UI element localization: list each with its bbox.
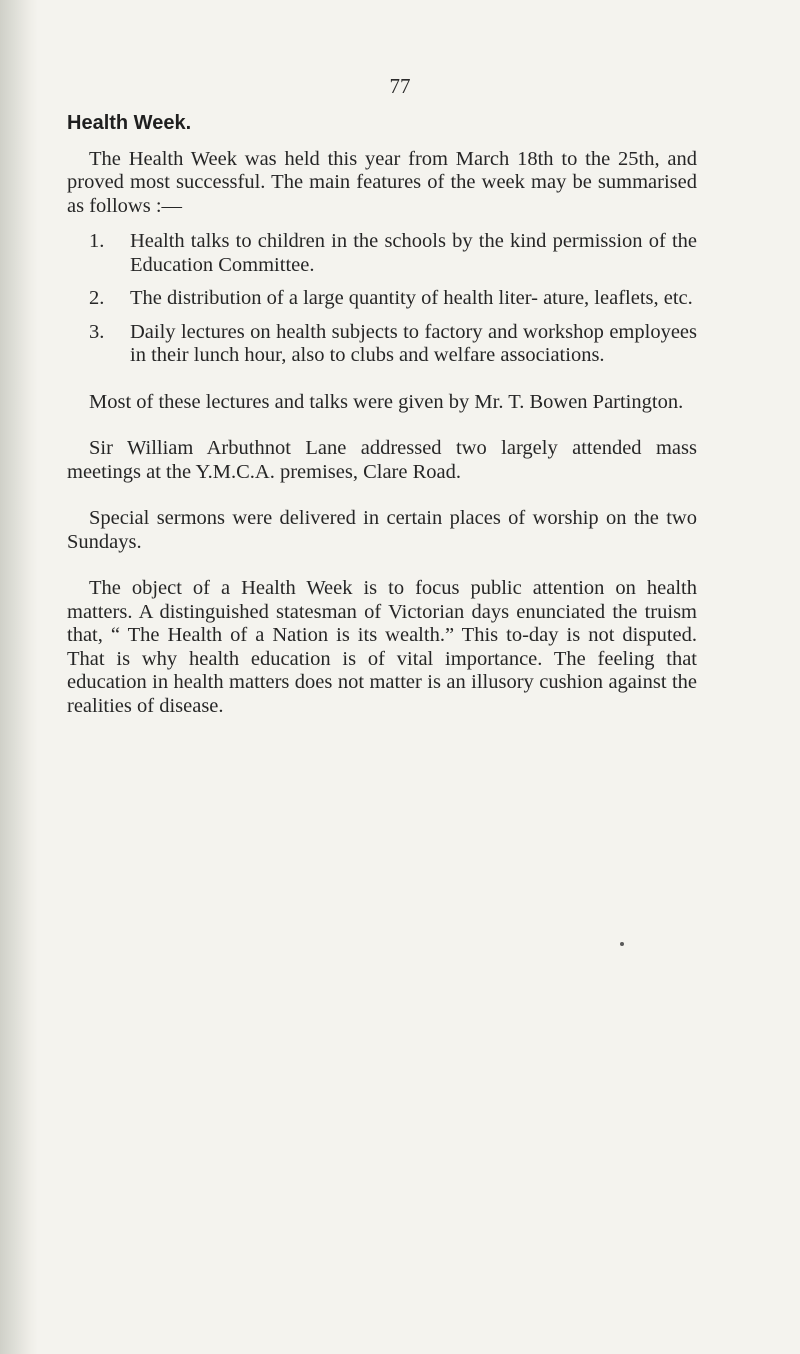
list-item-text: The distribution of a large quantity of health liter- ature, leaflets, etc. bbox=[130, 287, 693, 309]
list-item bbox=[89, 321, 697, 368]
list-item-number: 2. bbox=[89, 287, 105, 309]
list-item bbox=[89, 230, 697, 277]
body-paragraph: Special sermons were delivered in certain places of worship on the two Sundays. bbox=[67, 507, 697, 553]
intro-paragraph: The Health Week was held this year from March 18th to the 25th, and proved most successful. The main features of the week may be summarised as follows :— bbox=[67, 147, 697, 217]
features-list bbox=[67, 230, 697, 368]
page-number: 77 bbox=[389, 74, 411, 98]
list-item bbox=[89, 287, 697, 311]
binding-shadow bbox=[0, 0, 38, 1354]
body-paragraph: Sir William Arbuthnot Lane addressed two largely attended mass meetings at the Y.M.C.A. premises, Clare Road. bbox=[67, 437, 697, 483]
page-body bbox=[67, 112, 697, 718]
list-item-text: Health talks to children in the schools by the kind permission of the Education Committee. bbox=[130, 230, 697, 276]
list-item-number: 1. bbox=[89, 230, 105, 252]
body-paragraph: The object of a Health Week is to focus public attention on health matters. A distinguished statesman of Victorian days enunciated the truism that, “ The Health of a Nation is its wealth.” This to-day is not disputed. That is why health education is of vital importance. The feeling that education in health matters does not matter is an illusory cushion against the realities of disease. bbox=[67, 577, 697, 717]
list-item-number: 3. bbox=[89, 320, 105, 343]
print-speck bbox=[620, 942, 624, 946]
section-heading: Health Week. bbox=[67, 112, 192, 134]
list-item-text: Daily lectures on health subjects to factory and workshop employees in their lunch hour, also to clubs and welfare associations. bbox=[130, 320, 697, 366]
body-paragraph: Most of these lectures and talks were given by Mr. T. Bowen Partington. bbox=[89, 390, 684, 413]
